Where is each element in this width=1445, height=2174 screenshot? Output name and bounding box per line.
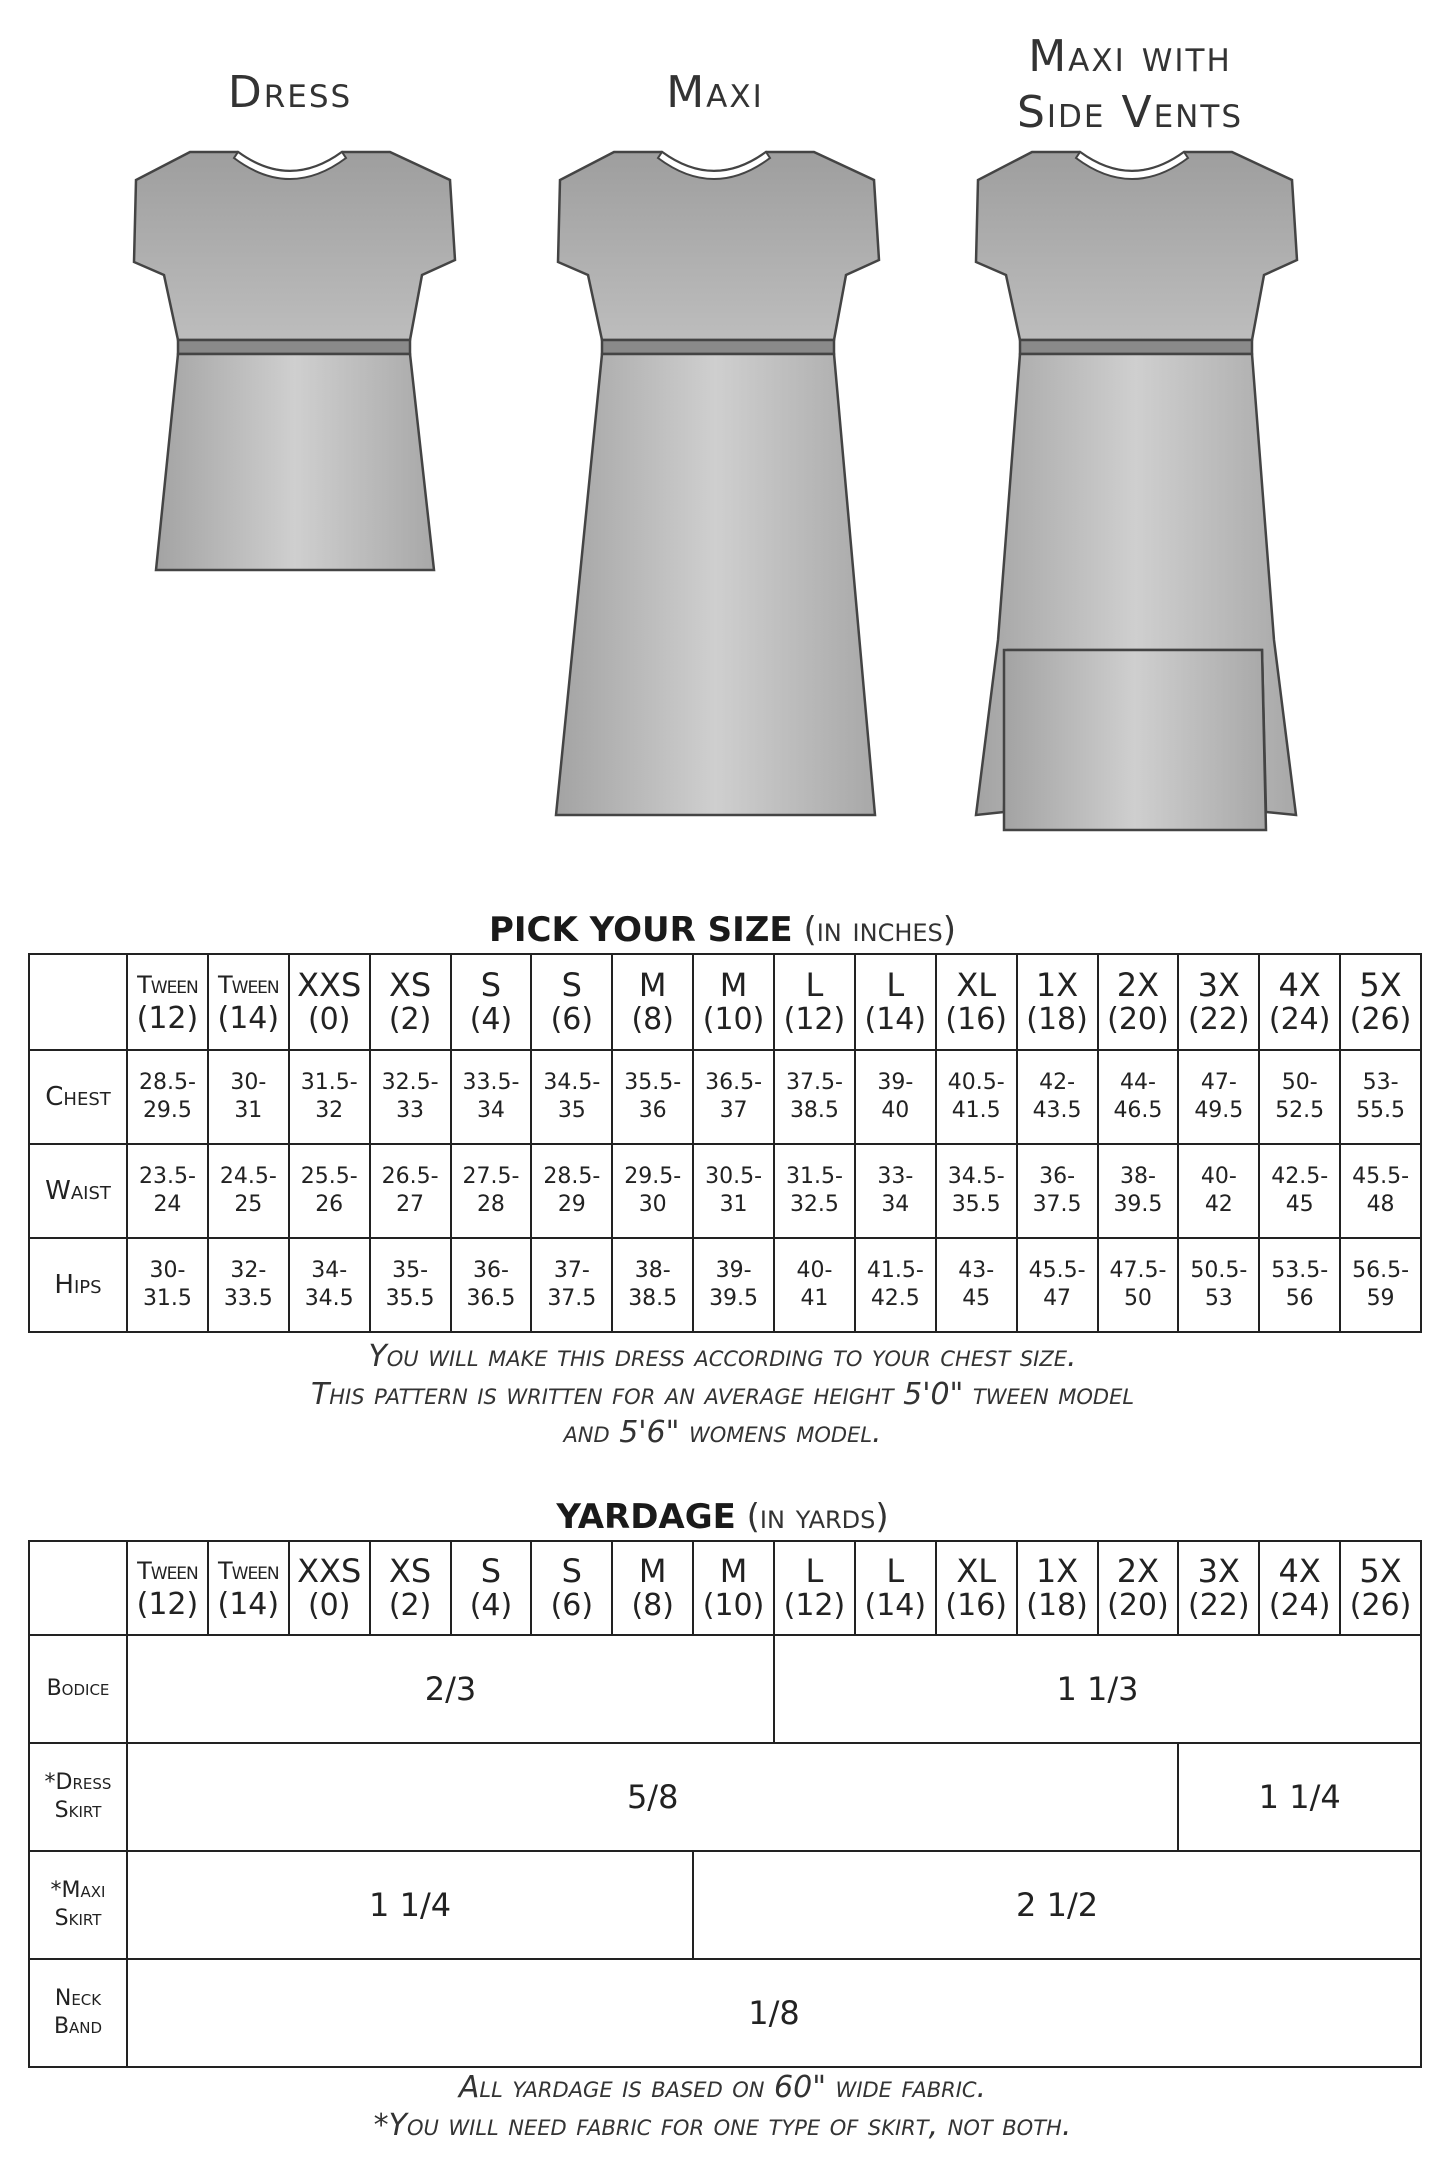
measurement-high: 40	[881, 1098, 910, 1123]
yardage-size-header	[451, 1541, 532, 1635]
size-name: 1X	[1035, 1552, 1079, 1590]
measurement-low: 30-	[230, 1070, 267, 1095]
yardage-size-header	[289, 1541, 370, 1635]
measurement-high: 37	[719, 1098, 748, 1123]
yardage-size-header	[855, 1541, 936, 1635]
yardage-size-header	[208, 1541, 289, 1635]
size-row-chest	[29, 1050, 1421, 1144]
measurement-low: 31.5-	[300, 1070, 358, 1095]
size-number: (12)	[783, 1002, 846, 1037]
measurement-low: 28.5-	[138, 1070, 196, 1095]
measurement-high: 47	[1043, 1286, 1072, 1311]
size-number: (0)	[307, 1002, 351, 1037]
measurement-high: 41	[800, 1286, 829, 1311]
measurement-cell	[936, 1238, 1017, 1332]
measurement-high: 38.5	[789, 1098, 839, 1123]
yardage-label-line2: Band	[53, 2014, 103, 2039]
measurement-high: 50	[1123, 1286, 1152, 1311]
measurement-high: 24	[153, 1192, 182, 1217]
measurement-high: 39.5	[709, 1286, 759, 1311]
yardage-size-header	[531, 1541, 612, 1635]
size-name: Tween	[217, 971, 279, 999]
yardage-size-header	[1098, 1541, 1179, 1635]
size-name: L	[886, 1552, 905, 1590]
measurement-high: 39.5	[1113, 1192, 1163, 1217]
measurement-high: 42.5	[870, 1286, 920, 1311]
maxi-vents-illustration	[976, 152, 1297, 830]
measurement-cell	[1340, 1144, 1421, 1238]
size-number: (14)	[864, 1002, 927, 1037]
measurement-low: 35.5-	[624, 1070, 682, 1095]
measurement-cell	[370, 1238, 451, 1332]
yardage-label	[29, 1635, 127, 1743]
measurement-low: 50-	[1281, 1070, 1318, 1095]
size-number: (6)	[550, 1588, 594, 1623]
size-number: (8)	[631, 1002, 674, 1037]
size-number: (18)	[1026, 1588, 1088, 1623]
measurement-low: 38-	[1119, 1164, 1156, 1189]
measurement-high: 45	[962, 1286, 991, 1311]
measurement-cell	[289, 1050, 370, 1144]
measurement-high: 41.5	[951, 1098, 1001, 1123]
yardage-size-header	[936, 1541, 1017, 1635]
yardage-title-text: YARDAGE	[556, 1497, 736, 1537]
measurement-cell	[936, 1144, 1017, 1238]
size-chart-size-header	[289, 954, 370, 1050]
yardage-label-line1: Neck	[54, 1986, 102, 2011]
measurement-high: 38.5	[628, 1286, 678, 1311]
size-number: (2)	[388, 1002, 432, 1037]
measurement-high: 31	[234, 1098, 263, 1123]
measurement-cell	[208, 1238, 289, 1332]
measurement-high: 27	[396, 1192, 425, 1217]
measurement-low: 36-	[472, 1258, 509, 1283]
measurement-high: 34.5	[304, 1286, 354, 1311]
measurement-low: 34.5-	[543, 1070, 601, 1095]
size-number: (4)	[469, 1588, 513, 1623]
measurement-cell	[774, 1238, 855, 1332]
measurement-low: 33-	[877, 1164, 914, 1189]
size-name: M	[638, 966, 667, 1004]
measurement-cell	[693, 1050, 774, 1144]
size-number: (4)	[469, 1002, 513, 1037]
measurement-high: 31.5	[142, 1286, 192, 1311]
maxi-vents-view-title-line1: Maxi with	[1028, 31, 1232, 82]
yardage-size-header	[370, 1541, 451, 1635]
yardage-value: 1/8	[127, 1959, 1421, 2067]
measurement-low: 39-	[877, 1070, 914, 1095]
size-chart-size-header	[1340, 954, 1421, 1050]
size-name: L	[805, 1552, 824, 1590]
size-number: (24)	[1268, 1002, 1331, 1037]
size-number: (12)	[783, 1588, 846, 1623]
yardage-size-header	[1017, 1541, 1098, 1635]
size-chart-size-header	[531, 954, 612, 1050]
measurement-cell	[774, 1050, 855, 1144]
measurement-low: 53.5-	[1271, 1258, 1329, 1283]
size-number: (22)	[1188, 1588, 1250, 1623]
size-number: (24)	[1268, 1588, 1331, 1623]
measurement-cell	[531, 1050, 612, 1144]
size-name: 2X	[1116, 1552, 1160, 1590]
measurement-cell	[127, 1238, 208, 1332]
size-chart-size-header	[936, 954, 1017, 1050]
measurement-cell	[531, 1238, 612, 1332]
measurement-high: 34	[476, 1098, 505, 1123]
measurement-cell	[1178, 1238, 1259, 1332]
size-name: S	[480, 1552, 502, 1590]
measurement-low: 30.5-	[705, 1164, 763, 1189]
yardage-label-line2: Skirt	[54, 1906, 102, 1931]
measurement-cell	[774, 1144, 855, 1238]
measurement-low: 42-	[1039, 1070, 1076, 1095]
measurement-cell	[1259, 1238, 1340, 1332]
size-number: (16)	[945, 1588, 1007, 1623]
size-chart-size-header	[1259, 954, 1340, 1050]
measurement-high: 37.5	[1032, 1192, 1082, 1217]
measurement-low: 36-	[1039, 1164, 1076, 1189]
measurement-high: 33.5	[223, 1286, 273, 1311]
measurement-high: 33	[396, 1098, 425, 1123]
measurement-low: 30-	[149, 1258, 186, 1283]
measurement-cell	[1178, 1144, 1259, 1238]
measurement-low: 45.5-	[1352, 1164, 1410, 1189]
size-row-hips	[29, 1238, 1421, 1332]
yardage-value: 2 1/2	[693, 1851, 1421, 1959]
size-name: XL	[956, 1552, 997, 1590]
measurement-low: 36.5-	[705, 1070, 763, 1095]
measurement-high: 31	[719, 1192, 748, 1217]
measurement-low: 47.5-	[1109, 1258, 1167, 1283]
measurement-low: 23.5-	[138, 1164, 196, 1189]
measurement-cell	[289, 1238, 370, 1332]
measurement-low: 31.5-	[785, 1164, 843, 1189]
maxi-vents-view-title-line2: Side Vents	[1016, 87, 1243, 138]
measurement-high: 32.5	[789, 1192, 839, 1217]
measurement-cell	[1098, 1238, 1179, 1332]
size-chart-size-header	[1098, 954, 1179, 1050]
yardage-label	[29, 1743, 127, 1851]
measurement-low: 26.5-	[381, 1164, 439, 1189]
measurement-low: 28.5-	[543, 1164, 601, 1189]
measurement-cell	[1098, 1144, 1179, 1238]
yardage-size-header	[612, 1541, 693, 1635]
measurement-low: 25.5-	[300, 1164, 358, 1189]
size-name: L	[805, 966, 824, 1004]
size-name: L	[886, 966, 905, 1004]
measurement-label: Hips	[29, 1238, 127, 1332]
measurement-high: 29.5	[142, 1098, 192, 1123]
measurement-cell	[1098, 1050, 1179, 1144]
yardage-label	[29, 1959, 127, 2067]
size-number: (20)	[1107, 1002, 1169, 1037]
measurement-low: 50.5-	[1190, 1258, 1248, 1283]
measurement-low: 37-	[553, 1258, 590, 1283]
measurement-cell	[370, 1144, 451, 1238]
size-chart-size-header	[612, 954, 693, 1050]
measurement-low: 34-	[311, 1258, 348, 1283]
size-chart-table	[28, 953, 1422, 1333]
size-number: (20)	[1107, 1588, 1169, 1623]
measurement-low: 39-	[715, 1258, 752, 1283]
measurement-cell	[208, 1144, 289, 1238]
yardage-row	[29, 1851, 1421, 1959]
measurement-high: 46.5	[1113, 1098, 1163, 1123]
measurement-high: 45	[1285, 1192, 1314, 1217]
yardage-label-line1: *Maxi	[50, 1878, 106, 1903]
measurement-cell	[693, 1238, 774, 1332]
size-name: 4X	[1278, 1552, 1321, 1590]
measurement-cell	[855, 1050, 936, 1144]
measurement-cell	[451, 1144, 532, 1238]
yardage-header-row	[29, 1541, 1421, 1635]
size-number: (8)	[631, 1588, 674, 1623]
size-row-waist	[29, 1144, 1421, 1238]
yardage-value: 1 1/4	[1178, 1743, 1421, 1851]
measurement-high: 29	[557, 1192, 586, 1217]
maxi-view-title: Maxi	[666, 67, 764, 118]
measurement-cell	[370, 1050, 451, 1144]
size-number: (2)	[388, 1588, 432, 1623]
size-number: (14)	[217, 1587, 280, 1622]
size-chart-size-header	[127, 954, 208, 1050]
size-number: (6)	[550, 1002, 594, 1037]
size-number: (0)	[307, 1588, 351, 1623]
size-name: XXS	[297, 1552, 362, 1590]
measurement-high: 26	[315, 1192, 344, 1217]
size-chart-size-header	[208, 954, 289, 1050]
measurement-cell	[208, 1050, 289, 1144]
yardage-row	[29, 1959, 1421, 2067]
measurement-high: 35.5	[951, 1192, 1001, 1217]
size-name: S	[480, 966, 502, 1004]
size-name: XS	[388, 1552, 432, 1590]
yardage-size-header	[127, 1541, 208, 1635]
size-note-3: and 5'6" womens model.	[563, 1415, 882, 1450]
yardage-table	[28, 1540, 1422, 2068]
measurement-low: 56.5-	[1352, 1258, 1410, 1283]
dress-illustration	[134, 152, 455, 570]
size-chart-corner-cell	[29, 954, 127, 1050]
size-chart-header-row	[29, 954, 1421, 1050]
measurement-cell	[127, 1050, 208, 1144]
measurement-cell	[936, 1050, 1017, 1144]
measurement-cell	[451, 1050, 532, 1144]
size-name: 5X	[1359, 966, 1402, 1004]
size-name: 1X	[1035, 966, 1079, 1004]
size-name: M	[719, 966, 748, 1004]
yardage-size-header	[1340, 1541, 1421, 1635]
size-note-1: You will make this dress according to your chest size.	[368, 1339, 1077, 1374]
size-name: Tween	[137, 1557, 198, 1585]
measurement-low: 32-	[230, 1258, 267, 1283]
size-name: 4X	[1278, 966, 1321, 1004]
size-chart-size-header	[1178, 954, 1259, 1050]
size-name: Tween	[137, 971, 198, 999]
size-name: 2X	[1116, 966, 1160, 1004]
yardage-title	[0, 1497, 1445, 1537]
measurement-low: 35-	[392, 1258, 429, 1283]
measurement-cell	[1017, 1238, 1098, 1332]
size-chart-unit: (in inches)	[803, 910, 957, 950]
measurement-cell	[612, 1238, 693, 1332]
yardage-size-header	[774, 1541, 855, 1635]
measurement-high: 37.5	[547, 1286, 597, 1311]
measurement-high: 34	[881, 1192, 910, 1217]
yardage-label	[29, 1851, 127, 1959]
measurement-label: Chest	[29, 1050, 127, 1144]
measurement-label: Waist	[29, 1144, 127, 1238]
measurement-cell	[612, 1144, 693, 1238]
measurement-high: 53	[1204, 1286, 1233, 1311]
yardage-label-line1: Bodice	[46, 1676, 110, 1701]
size-name: M	[638, 1552, 667, 1590]
measurement-high: 59	[1366, 1286, 1395, 1311]
measurement-cell	[289, 1144, 370, 1238]
measurement-cell	[612, 1050, 693, 1144]
measurement-high: 36	[638, 1098, 667, 1123]
size-number: (10)	[702, 1588, 765, 1623]
size-chart-size-header	[855, 954, 936, 1050]
yardage-note-2: *You will need fabric for one type of skirt, not both.	[373, 2108, 1072, 2143]
size-chart-title-text: PICK YOUR SIZE	[488, 910, 793, 950]
measurement-cell	[127, 1144, 208, 1238]
size-number: (18)	[1026, 1002, 1088, 1037]
measurement-low: 33.5-	[462, 1070, 520, 1095]
size-number: (16)	[945, 1002, 1007, 1037]
measurement-high: 49.5	[1194, 1098, 1244, 1123]
size-name: Tween	[217, 1557, 279, 1585]
measurement-cell	[1340, 1238, 1421, 1332]
yardage-size-header	[1178, 1541, 1259, 1635]
size-name: 5X	[1359, 1552, 1402, 1590]
measurement-low: 40.5-	[947, 1070, 1005, 1095]
measurement-high: 28	[476, 1192, 505, 1217]
measurement-high: 42	[1204, 1192, 1233, 1217]
measurement-high: 35.5	[385, 1286, 435, 1311]
yardage-row	[29, 1635, 1421, 1743]
measurement-high: 32	[315, 1098, 344, 1123]
size-name: S	[561, 966, 582, 1004]
measurement-cell	[1178, 1050, 1259, 1144]
size-note-2: This pattern is written for an average height 5'0" tween model	[310, 1377, 1135, 1412]
measurement-high: 30	[638, 1192, 667, 1217]
measurement-low: 40-	[796, 1258, 833, 1283]
measurement-low: 24.5-	[219, 1164, 277, 1189]
yardage-value: 2/3	[127, 1635, 774, 1743]
yardage-label-line2: Skirt	[54, 1798, 102, 1823]
size-number: (26)	[1349, 1002, 1412, 1037]
size-name: XL	[956, 966, 997, 1004]
size-number: (22)	[1188, 1002, 1250, 1037]
size-number: (26)	[1349, 1588, 1412, 1623]
size-name: 3X	[1197, 966, 1240, 1004]
dress-view-title: Dress	[227, 67, 353, 118]
size-name: M	[719, 1552, 748, 1590]
size-chart-title	[0, 910, 1445, 950]
yardage-unit: (in yards)	[746, 1497, 889, 1537]
measurement-low: 44-	[1119, 1070, 1156, 1095]
measurement-low: 34.5-	[947, 1164, 1005, 1189]
measurement-low: 47-	[1200, 1070, 1237, 1095]
measurement-low: 45.5-	[1028, 1258, 1086, 1283]
size-number: (14)	[217, 1001, 280, 1036]
size-number: (12)	[136, 1587, 199, 1622]
measurement-high: 56	[1285, 1286, 1314, 1311]
yardage-label-line1: *Dress	[44, 1770, 112, 1795]
measurement-high: 55.5	[1356, 1098, 1406, 1123]
size-chart-size-header	[1017, 954, 1098, 1050]
maxi-illustration	[556, 152, 879, 815]
yardage-corner-cell	[29, 1541, 127, 1635]
yardage-size-header	[1259, 1541, 1340, 1635]
measurement-cell	[1259, 1144, 1340, 1238]
measurement-low: 43-	[958, 1258, 995, 1283]
size-chart-size-header	[693, 954, 774, 1050]
measurement-high: 36.5	[466, 1286, 516, 1311]
measurement-low: 40-	[1200, 1164, 1237, 1189]
size-name: XS	[388, 966, 432, 1004]
size-number: (12)	[136, 1001, 199, 1036]
measurement-cell	[1340, 1050, 1421, 1144]
measurement-high: 48	[1366, 1192, 1395, 1217]
yardage-row	[29, 1743, 1421, 1851]
yardage-value: 5/8	[127, 1743, 1178, 1851]
yardage-note-1: All yardage is based on 60" wide fabric.	[458, 2070, 987, 2105]
measurement-low: 37.5-	[785, 1070, 843, 1095]
measurement-cell	[1259, 1050, 1340, 1144]
yardage-value: 1 1/3	[774, 1635, 1421, 1743]
measurement-cell	[855, 1238, 936, 1332]
measurement-cell	[531, 1144, 612, 1238]
measurement-cell	[693, 1144, 774, 1238]
size-number: (14)	[864, 1588, 927, 1623]
measurement-high: 43.5	[1032, 1098, 1082, 1123]
measurement-low: 41.5-	[866, 1258, 924, 1283]
measurement-low: 32.5-	[381, 1070, 439, 1095]
measurement-cell	[1017, 1050, 1098, 1144]
size-chart-size-header	[370, 954, 451, 1050]
measurement-cell	[855, 1144, 936, 1238]
yardage-value: 1 1/4	[127, 1851, 693, 1959]
measurement-low: 27.5-	[462, 1164, 520, 1189]
measurement-high: 35	[557, 1098, 586, 1123]
measurement-high: 25	[234, 1192, 263, 1217]
size-chart-size-header	[451, 954, 532, 1050]
yardage-size-header	[693, 1541, 774, 1635]
measurement-low: 53-	[1362, 1070, 1399, 1095]
measurement-cell	[451, 1238, 532, 1332]
size-chart-size-header	[774, 954, 855, 1050]
measurement-cell	[1017, 1144, 1098, 1238]
measurement-low: 29.5-	[624, 1164, 682, 1189]
size-name: 3X	[1197, 1552, 1240, 1590]
measurement-low: 38-	[634, 1258, 671, 1283]
size-name: XXS	[297, 966, 362, 1004]
measurement-low: 42.5-	[1271, 1164, 1329, 1189]
size-name: S	[561, 1552, 582, 1590]
size-number: (10)	[702, 1002, 765, 1037]
measurement-high: 52.5	[1275, 1098, 1325, 1123]
